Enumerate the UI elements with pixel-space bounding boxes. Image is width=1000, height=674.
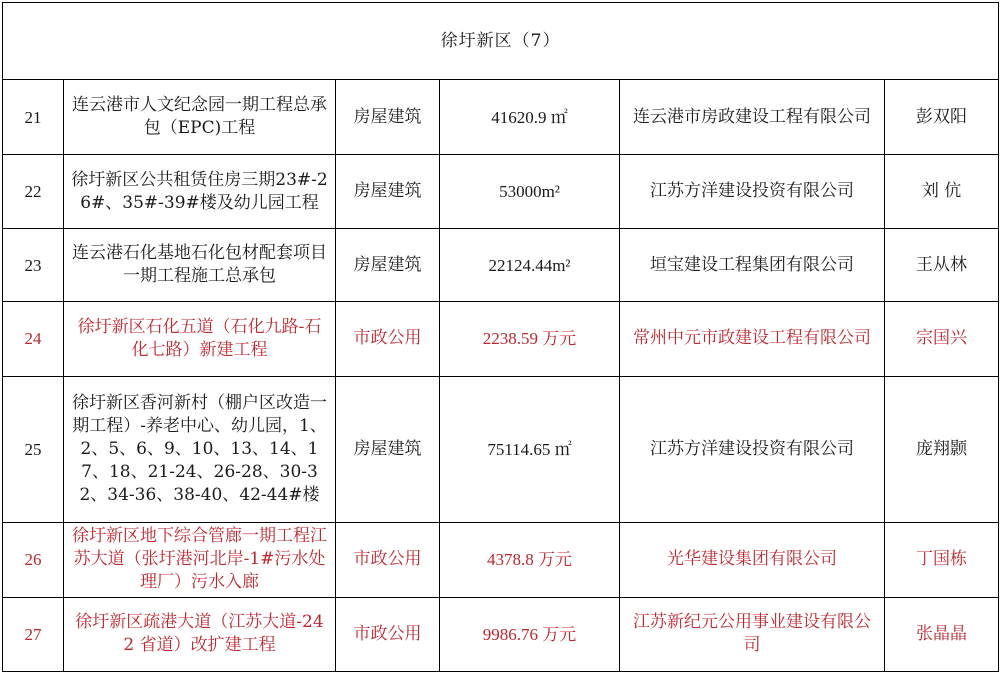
project-manager: 王从林	[885, 229, 999, 302]
row-number: 27	[3, 597, 64, 671]
project-scale: 22124.44m²	[440, 229, 620, 302]
company-name: 常州中元市政建设工程有限公司	[620, 302, 885, 376]
row-number: 22	[3, 155, 64, 229]
project-type: 房屋建筑	[336, 80, 440, 155]
project-type: 市政公用	[336, 302, 440, 376]
row-number: 21	[3, 80, 64, 155]
project-manager: 宗国兴	[885, 302, 999, 376]
project-scale: 4378.8 万元	[440, 522, 620, 597]
project-name: 徐圩新区疏港大道（江苏大道-242 省道）改扩建工程	[64, 597, 336, 671]
row-number: 23	[3, 229, 64, 302]
table-row	[3, 302, 999, 376]
title-row	[3, 3, 999, 80]
project-name: 徐圩新区地下综合管廊一期工程江苏大道（张圩港河北岸-1#污水处理厂）污水入廊	[64, 522, 336, 597]
project-type: 市政公用	[336, 522, 440, 597]
company-name: 江苏方洋建设投资有限公司	[620, 376, 885, 522]
project-scale: 41620.9 ㎡	[440, 80, 620, 155]
company-name: 光华建设集团有限公司	[620, 522, 885, 597]
company-name: 江苏方洋建设投资有限公司	[620, 155, 885, 229]
project-manager: 丁国栋	[885, 522, 999, 597]
project-scale: 75114.65 ㎡	[440, 376, 620, 522]
company-name: 江苏新纪元公用事业建设有限公司	[620, 597, 885, 671]
project-table	[2, 2, 999, 672]
project-type: 市政公用	[336, 597, 440, 671]
project-manager: 庞翔颢	[885, 376, 999, 522]
table-row	[3, 80, 999, 155]
project-name: 徐圩新区香河新村（棚户区改造一期工程）-养老中心、幼儿园，1、2、5、6、9、10、13、14、17、18、21-24、26-28、30-32、34-36、38-40、42-44#楼	[64, 376, 336, 522]
company-name: 连云港市房政建设工程有限公司	[620, 80, 885, 155]
project-scale: 53000m²	[440, 155, 620, 229]
project-type: 房屋建筑	[336, 376, 440, 522]
row-number: 26	[3, 522, 64, 597]
table-row	[3, 597, 999, 671]
project-name: 连云港石化基地石化包材配套项目一期工程施工总承包	[64, 229, 336, 302]
table-row	[3, 229, 999, 302]
row-number: 25	[3, 376, 64, 522]
row-number: 24	[3, 302, 64, 376]
table-row	[3, 376, 999, 522]
project-manager: 刘 伉	[885, 155, 999, 229]
project-name: 连云港市人文纪念园一期工程总承包（EPC)工程	[64, 80, 336, 155]
project-manager: 张晶晶	[885, 597, 999, 671]
company-name: 垣宝建设工程集团有限公司	[620, 229, 885, 302]
table-row	[3, 155, 999, 229]
project-manager: 彭双阳	[885, 80, 999, 155]
project-name: 徐圩新区公共租赁住房三期23#-26#、35#-39#楼及幼儿园工程	[64, 155, 336, 229]
project-type: 房屋建筑	[336, 229, 440, 302]
project-type: 房屋建筑	[336, 155, 440, 229]
project-name: 徐圩新区石化五道（石化九路-石化七路）新建工程	[64, 302, 336, 376]
project-scale: 2238.59 万元	[440, 302, 620, 376]
project-scale: 9986.76 万元	[440, 597, 620, 671]
table-row	[3, 522, 999, 597]
table-title: 徐圩新区（7）	[3, 3, 999, 80]
